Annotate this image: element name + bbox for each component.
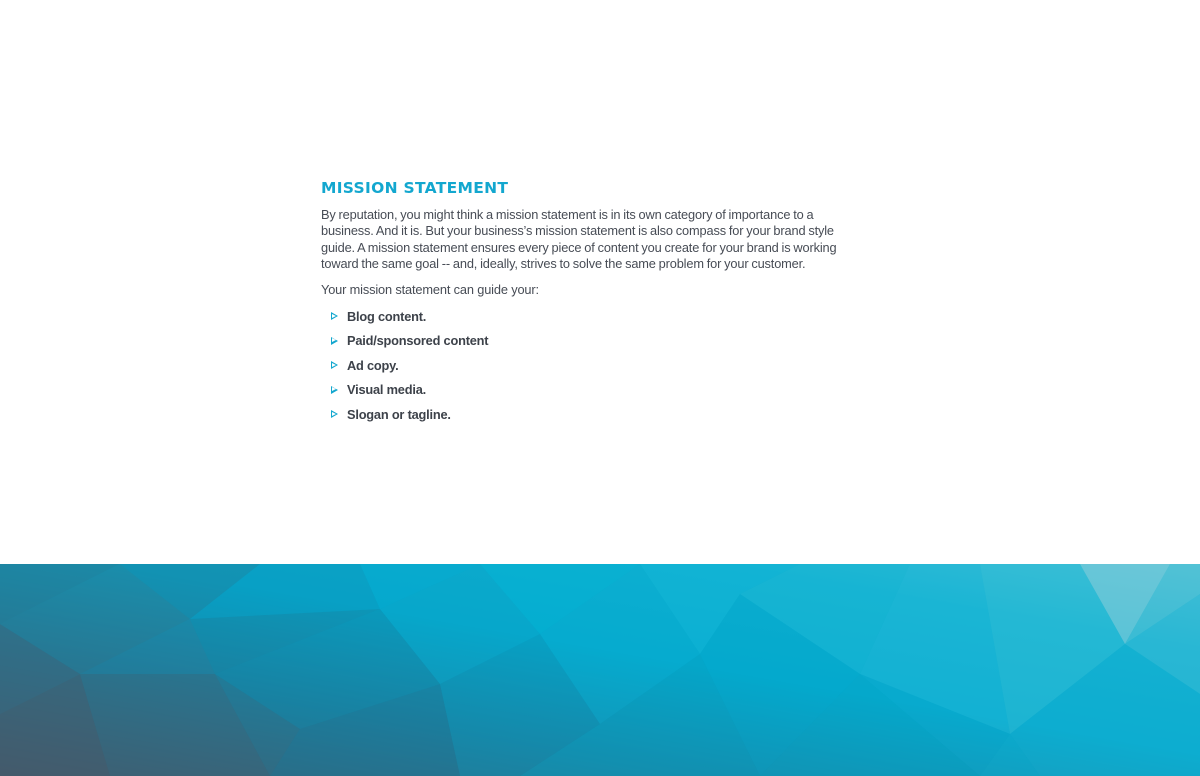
polygon-pattern-banner: [0, 564, 1200, 776]
triangle-bullet-icon: [331, 386, 338, 394]
list-item: [321, 304, 866, 329]
list-item-label: Slogan or tagline.: [347, 406, 451, 422]
section-heading: MISSION STATEMENT: [321, 179, 509, 197]
list-item: [321, 353, 866, 378]
mission-statement-section: [321, 178, 866, 427]
list-item-label: Ad copy.: [347, 357, 399, 373]
list-item-label: Paid/sponsored content: [347, 333, 489, 349]
section-paragraph: By reputation, you might think a mission statement is in its own category of importance to a business. And it is. But your business’s mission statement is also compass for your brand style guide. A mission statement ensures every piece of content you create for your brand is working toward the same goal -- and, ideally, strives to solve the same problem for your customer.: [321, 207, 837, 272]
list-item: [321, 402, 866, 427]
triangle-bullet-icon: [331, 361, 338, 369]
triangle-bullet-icon: [331, 337, 338, 345]
list-item-label: Visual media.: [347, 382, 426, 398]
list-item: [321, 329, 866, 354]
list-item-label: Blog content.: [347, 308, 427, 324]
triangle-bullet-icon: [331, 410, 338, 418]
triangle-bullet-icon: [331, 312, 338, 320]
bullet-list: [321, 304, 866, 427]
list-intro: Your mission statement can guide your:: [321, 281, 539, 297]
list-item: [321, 378, 866, 403]
